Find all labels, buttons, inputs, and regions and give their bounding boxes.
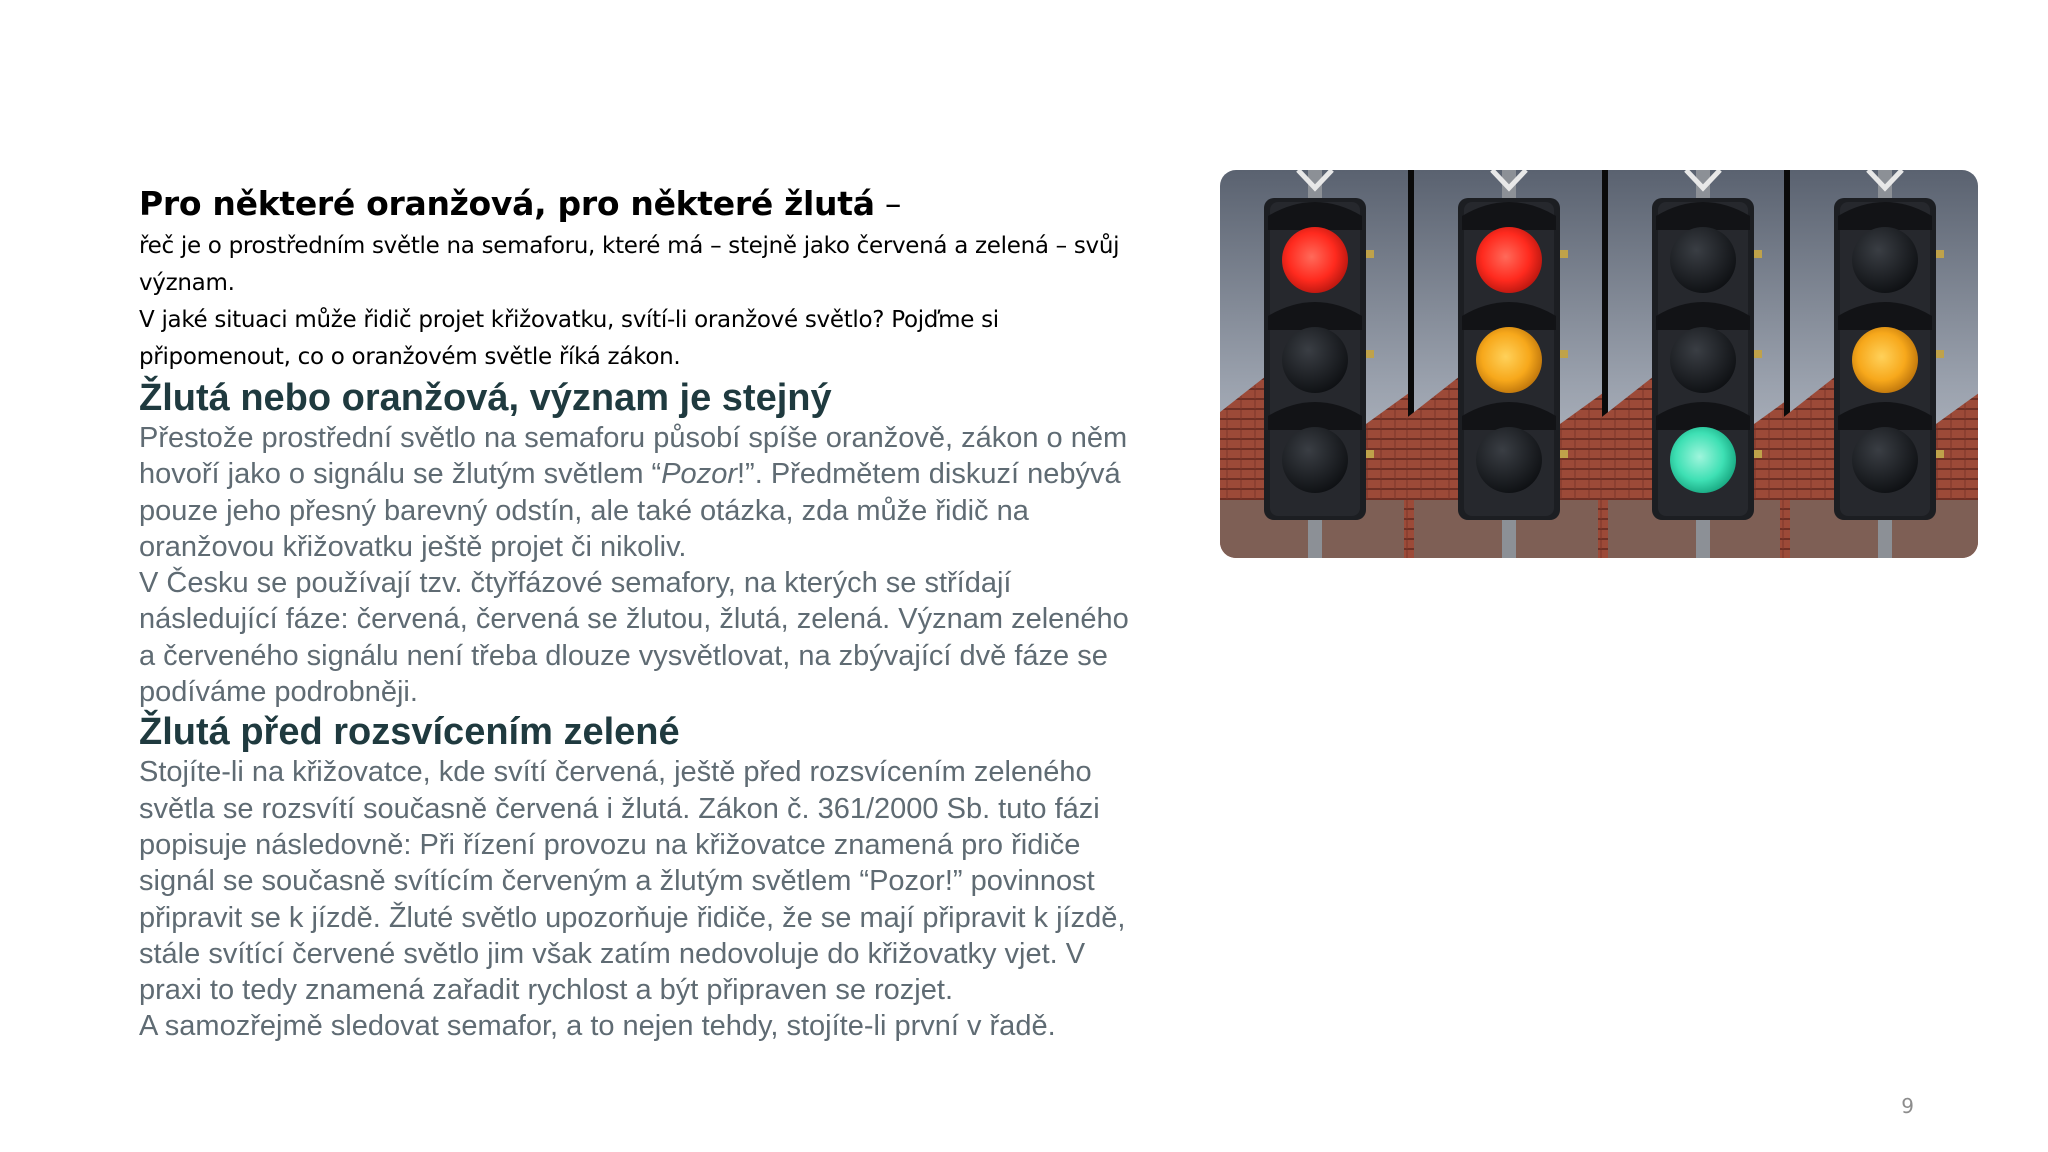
section1-p1-end: !”. Předmětem diskuzí nebývá pouze jeho přesný barevný odstín, ale také otázka, zda může řidič na oranžovou křižovatku ještě projet či nikoliv. (139, 458, 1121, 563)
intro-title (139, 180, 1149, 228)
green-lamp-lit (1670, 427, 1736, 493)
page-number: 9 (1901, 1094, 1914, 1118)
intro-title-text: Pro některé oranžová, pro některé žlutá (139, 184, 875, 223)
section1-paragraph-1 (139, 420, 1149, 565)
section1-paragraph-2: V Česku se používají tzv. čtyřfázové semafory, na kterých se střídají následující fáze: červená, červená se žlutou, žlutá, zelená. Význam zeleného a červeného signálu není třeba dlouze vysvětlovat, na zbývající dvě fáze se podíváme podrobněji. (139, 567, 1129, 709)
section2-paragraph-1: Stojíte-li na křižovatce, kde svítí červená, ještě před rozsvícením zeleného světla se rozsvítí současně červená i žlutá. Zákon č. 361/2000 Sb. tuto fázi popisuje následovně: Při řízení provozu na křižovatce znamená pro řidiče signál se současně svítícím červeným a žlutým světlem “Pozor!” povinnost připravit se k jízdě. Žluté světlo upozorňuje řidiče, že se mají připravit k jízdě, stále svítící červené světlo jim však zatím nedovoluje do křižovatky vjet. V praxi to tedy znamená zařadit rychlost a být připraven se rozjet. (139, 756, 1126, 1007)
section-heading-before-green: Žlutá před rozsvícením zelené (139, 711, 680, 754)
intro-paragraph-1: řeč je o prostředním světle na semaforu, které má – stejně jako červená a zelená – svůj význam. (139, 233, 1120, 296)
slide-text (139, 180, 1149, 1045)
section-heading-yellow-orange: Žlutá nebo oranžová, význam je stejný (139, 377, 832, 419)
section2-paragraph-2: A samozřejmě sledovat semafor, a to nejen tehdy, stojíte-li první v řadě. (139, 1010, 1056, 1043)
section1-p1-start: Přestože prostřední světlo na semaforu působí spíše oranžově, zákon o něm hovoří jako o signálu se žlutým světlem “ (139, 422, 1128, 491)
intro-paragraph-2: V jaké situaci může řidič projet křižovatku, svítí-li oranžové světlo? Pojďme si připomenout, co o oranžovém světle říká zákon. (139, 307, 999, 370)
traffic-lights-photo (1220, 170, 1978, 558)
amber-lamp-lit (1852, 327, 1918, 393)
pozor-italic: Pozor (661, 458, 737, 491)
red-lamp-lit (1282, 227, 1348, 293)
red-lamp-lit (1476, 227, 1542, 293)
intro-title-dash: – (874, 184, 902, 223)
amber-lamp-lit (1476, 327, 1542, 393)
traffic-lights-illustration (1220, 170, 1978, 558)
